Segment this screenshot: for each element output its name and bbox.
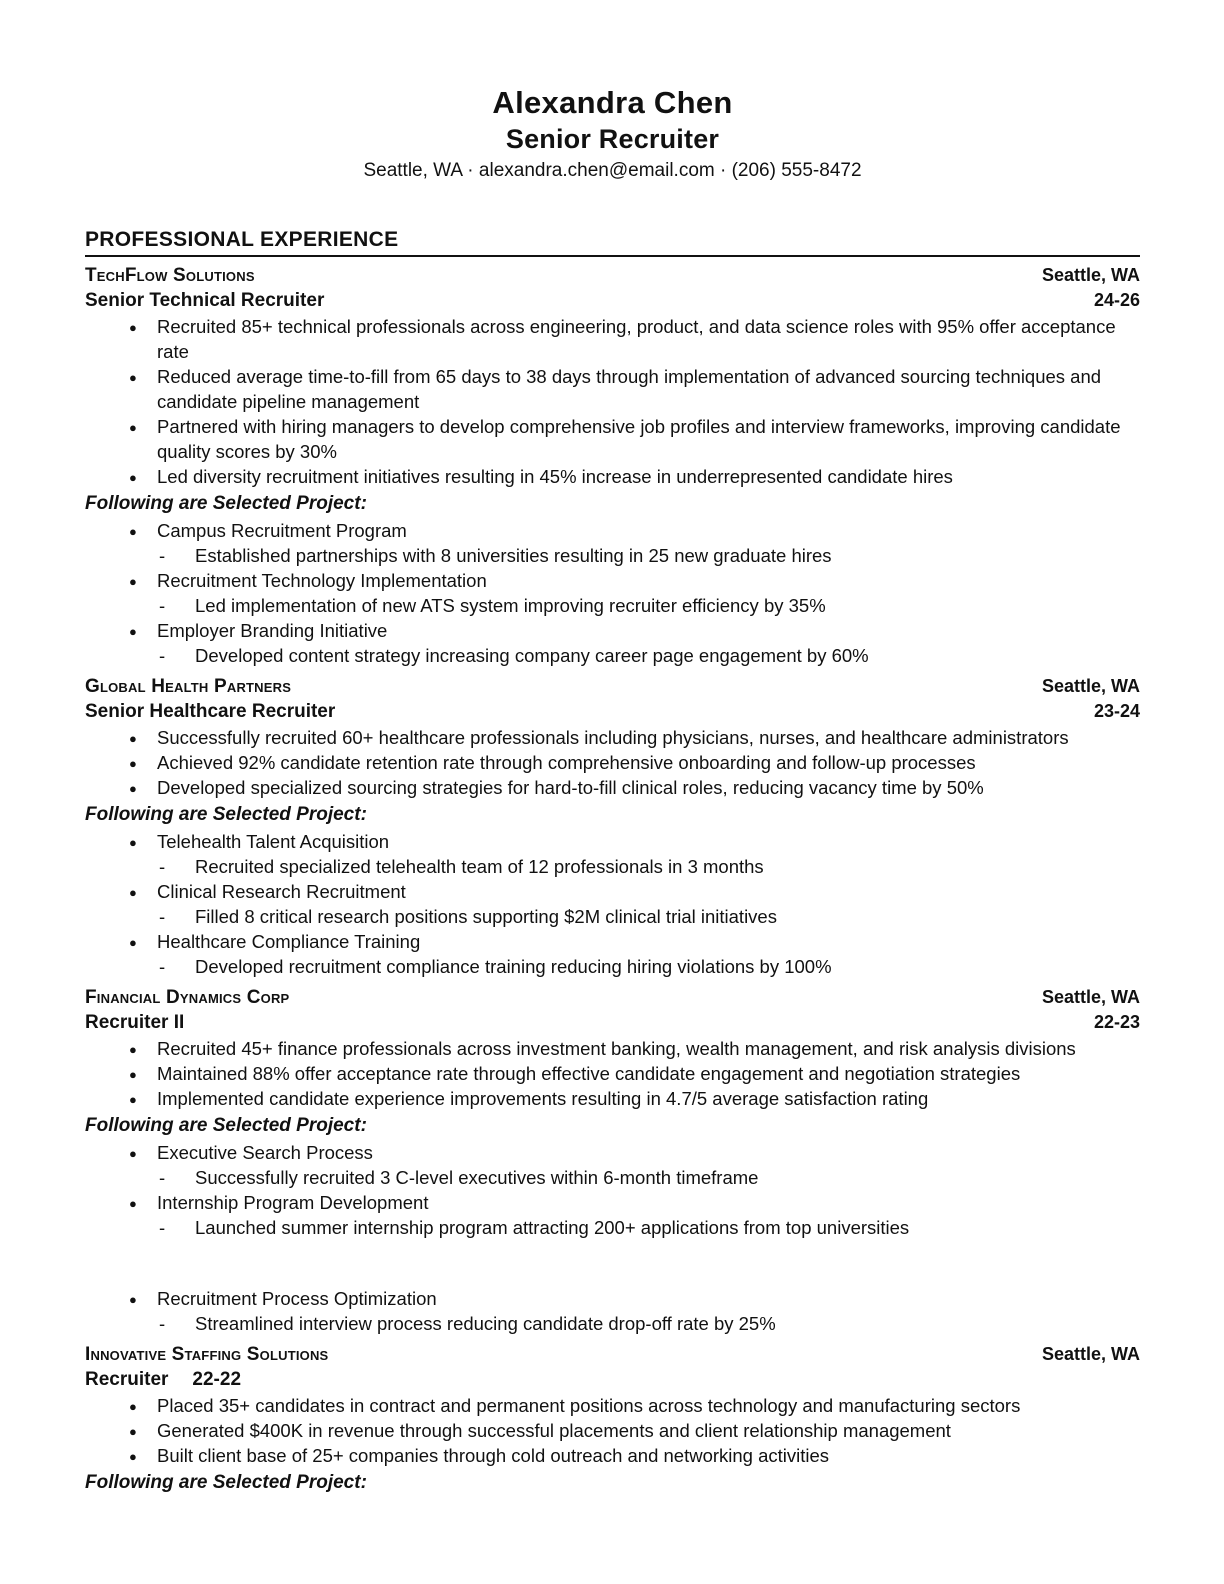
- projects-list: [85, 518, 1140, 668]
- job-dates: 22-22: [192, 1369, 242, 1390]
- bullet-item: ● Generated $400K in revenue through successful placements and client relationship management: [85, 1418, 1140, 1443]
- bullet-item: ● Successfully recruited 60+ healthcare professionals including physicians, nurses, and healthcare administrators: [85, 725, 1140, 750]
- job-title: Recruiter: [85, 1369, 169, 1390]
- bullet-item: ● Recruited 85+ technical professionals across engineering, product, and data science roles with 95% offer acceptance rate: [85, 314, 1140, 364]
- project-item: [85, 568, 1140, 618]
- job-title: Senior Technical Recruiter: [85, 290, 325, 311]
- job-dates: 22-23: [1093, 1012, 1140, 1032]
- projects-list: [85, 1140, 1140, 1336]
- projects-heading: Following are Selected Project:: [85, 804, 367, 825]
- job-entry: [85, 1342, 1140, 1496]
- job-title-row: [85, 699, 1140, 724]
- section-heading-professional-experience: PROFESSIONAL EXPERIENCE: [85, 228, 1140, 257]
- job-bullets: [85, 1036, 1140, 1111]
- jobs-list: [85, 263, 1140, 1496]
- project-name: ● Healthcare Compliance Training: [85, 929, 1140, 954]
- project-item: [85, 618, 1140, 668]
- job-entry: [85, 674, 1140, 979]
- project-name: ● Recruitment Process Optimization: [85, 1286, 1140, 1311]
- project-detail: - Established partnerships with 8 universities resulting in 25 new graduate hires: [85, 543, 1140, 568]
- company-name: Innovative Staffing Solutions: [85, 1344, 329, 1365]
- company-location: Seattle, WA: [1041, 676, 1140, 696]
- job-title-row: [85, 1010, 1140, 1035]
- project-name: ● Executive Search Process: [85, 1140, 1140, 1165]
- resume-content: [85, 84, 1140, 1496]
- project-item: [85, 1286, 1140, 1336]
- project-detail: - Recruited specialized telehealth team of 12 professionals in 3 months: [85, 854, 1140, 879]
- project-name: ● Internship Program Development: [85, 1190, 1140, 1215]
- projects-list: [85, 829, 1140, 979]
- project-item: [85, 879, 1140, 929]
- job-title: Recruiter II: [85, 1012, 185, 1033]
- project-name: ● Telehealth Talent Acquisition: [85, 829, 1140, 854]
- bullet-item: ● Implemented candidate experience improvements resulting in 4.7/5 average satisfaction rating: [85, 1086, 1140, 1111]
- company-location: Seattle, WA: [1041, 987, 1140, 1007]
- bullet-item: ● Reduced average time-to-fill from 65 days to 38 days through implementation of advanced sourcing techniques and candidate pipeline management: [85, 364, 1140, 414]
- job-company-row: [85, 263, 1140, 288]
- contact-line: Seattle, WA · alexandra.chen@email.com · (206) 555-8472: [363, 160, 862, 181]
- job-bullets: [85, 725, 1140, 800]
- job-bullets: [85, 314, 1140, 489]
- company-name: TechFlow Solutions: [85, 265, 255, 286]
- bullet-item: ● Built client base of 25+ companies through cold outreach and networking activities: [85, 1443, 1140, 1468]
- project-item: [85, 929, 1140, 979]
- project-item: [85, 518, 1140, 568]
- project-item: [85, 1190, 1140, 1240]
- job-title-row: [85, 288, 1140, 313]
- company-name: Financial Dynamics Corp: [85, 987, 290, 1008]
- bullet-item: ● Recruited 45+ finance professionals across investment banking, wealth management, and risk analysis divisions: [85, 1036, 1140, 1061]
- project-item: [85, 1140, 1140, 1190]
- bullet-item: ● Achieved 92% candidate retention rate through comprehensive onboarding and follow-up processes: [85, 750, 1140, 775]
- project-detail: - Developed content strategy increasing company career page engagement by 60%: [85, 643, 1140, 668]
- company-location: Seattle, WA: [1041, 265, 1140, 285]
- job-dates: 23-24: [1093, 701, 1140, 721]
- bullet-item: ● Developed specialized sourcing strategies for hard-to-fill clinical roles, reducing vacancy time by 50%: [85, 775, 1140, 800]
- project-detail: - Streamlined interview process reducing candidate drop-off rate by 25%: [85, 1311, 1140, 1336]
- job-dates: 24-26: [1093, 290, 1140, 310]
- project-name: ● Campus Recruitment Program: [85, 518, 1140, 543]
- project-name: ● Recruitment Technology Implementation: [85, 568, 1140, 593]
- job-company-row: [85, 674, 1140, 699]
- project-detail: - Developed recruitment compliance training reducing hiring violations by 100%: [85, 954, 1140, 979]
- project-detail: - Successfully recruited 3 C-level executives within 6-month timeframe: [85, 1165, 1140, 1190]
- project-detail: - Led implementation of new ATS system improving recruiter efficiency by 35%: [85, 593, 1140, 618]
- bullet-item: ● Partnered with hiring managers to develop comprehensive job profiles and interview frameworks, improving candidate quality scores by 30%: [85, 414, 1140, 464]
- job-bullets: [85, 1393, 1140, 1468]
- project-detail: - Filled 8 critical research positions supporting $2M clinical trial initiatives: [85, 904, 1140, 929]
- job-entry: [85, 263, 1140, 668]
- project-name: ● Clinical Research Recruitment: [85, 879, 1140, 904]
- job-company-row: [85, 1342, 1140, 1367]
- bullet-item: ● Maintained 88% offer acceptance rate through effective candidate engagement and negotiation strategies: [85, 1061, 1140, 1086]
- projects-heading: Following are Selected Project:: [85, 1472, 367, 1493]
- company-name: Global Health Partners: [85, 676, 292, 697]
- resume-header: [85, 84, 1140, 184]
- job-title: Senior Healthcare Recruiter: [85, 701, 336, 722]
- project-name: ● Employer Branding Initiative: [85, 618, 1140, 643]
- job-entry: [85, 985, 1140, 1336]
- job-company-row: [85, 985, 1140, 1010]
- company-location: Seattle, WA: [1041, 1344, 1140, 1364]
- project-item: [85, 829, 1140, 879]
- bullet-item: ● Placed 35+ candidates in contract and permanent positions across technology and manufacturing sectors: [85, 1393, 1140, 1418]
- resume-job-title: Senior Recruiter: [505, 124, 720, 154]
- resume-name: Alexandra Chen: [492, 85, 733, 120]
- job-title-row: [85, 1367, 1140, 1392]
- bullet-item: ● Led diversity recruitment initiatives resulting in 45% increase in underrepresented candidate hires: [85, 464, 1140, 489]
- project-detail: - Launched summer internship program attracting 200+ applications from top universities: [85, 1215, 1140, 1240]
- projects-heading: Following are Selected Project:: [85, 493, 367, 514]
- projects-heading: Following are Selected Project:: [85, 1115, 367, 1136]
